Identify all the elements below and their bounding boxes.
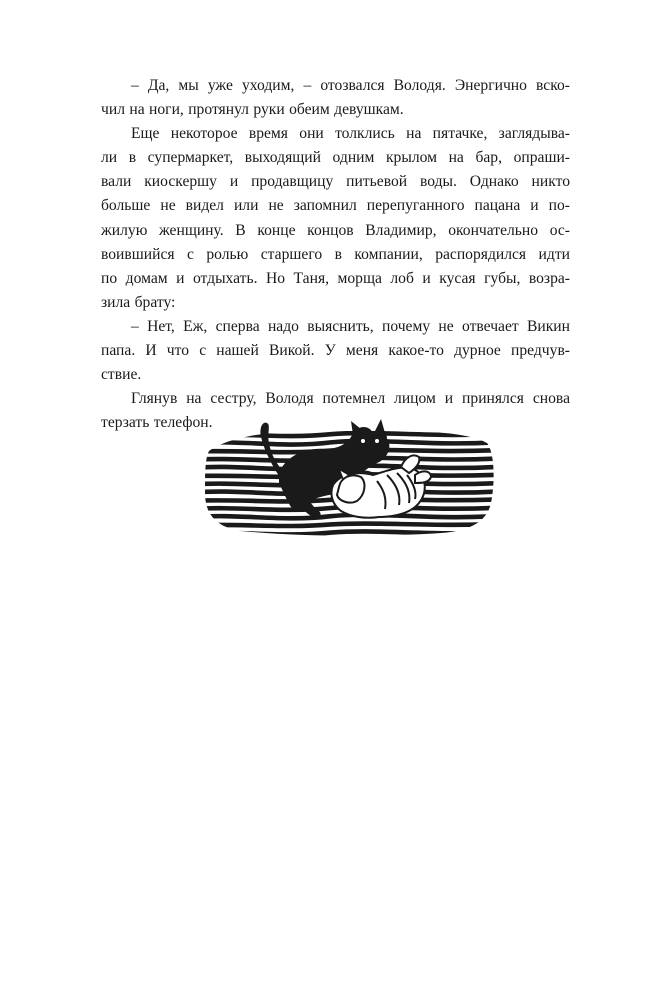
paragraph-2 <box>101 122 570 315</box>
text-line: – Нет, Еж, сперва надо выяснить, почему не отвечает Викин <box>131 317 570 335</box>
text-line: Глянув на сестру, Володя потемнел лицом и принялся снова <box>131 390 570 408</box>
text-line: вали киоскершу и продавщицу питьевой воды. Однако никто <box>101 173 570 191</box>
text-line: жилую женщину. В конце концов Владимир, окончательно ос- <box>101 221 570 239</box>
kittens-playing-illustration <box>201 413 497 537</box>
text-line: ствие. <box>101 366 142 384</box>
text-line: зила брату: <box>101 293 176 311</box>
text-line: воившийся с ролью старшего в компании, распорядился идти <box>101 245 570 263</box>
text-line: больше не видел или не запомнил перепуганного пацана и по- <box>101 197 570 215</box>
text-line: Еще некоторое время они толклись на пятачке, заглядыва- <box>131 125 570 143</box>
paragraph-1 <box>101 74 570 122</box>
text-line: терзать телефон. <box>101 414 213 432</box>
text-line: чил на ноги, протянул руки обеим девушкам. <box>101 101 404 119</box>
blanket-stripe <box>201 531 497 534</box>
blanket-stripe <box>201 425 497 428</box>
blanket-stripe <box>201 433 497 436</box>
text-line: ли в супермаркет, выходящий одним крылом на бар, опраши- <box>101 149 570 167</box>
text-line: – Да, мы уже уходим, – отозвался Володя. Энергично вско- <box>131 77 570 94</box>
body-text <box>101 74 570 435</box>
blanket-stripe <box>201 523 497 526</box>
text-line: папа. И что с нашей Викой. У меня какое-то дурное предчув- <box>101 342 570 360</box>
paragraph-3 <box>101 315 570 387</box>
text-line: по домам и отдыхать. Но Таня, морща лоб и кусая губы, возра- <box>101 269 570 287</box>
